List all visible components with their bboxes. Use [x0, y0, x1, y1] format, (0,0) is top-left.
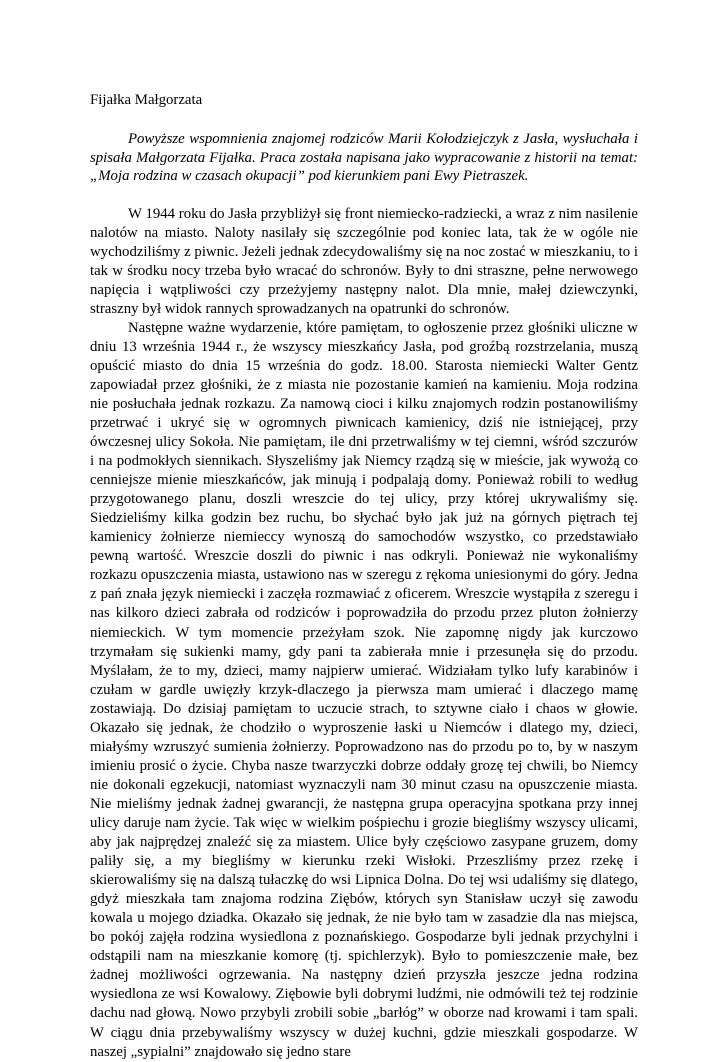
body-paragraph: Następne ważne wydarzenie, które pamiętam, to ogłoszenie przez głośniki uliczne w dniu 13 września 1944 r., że wszyscy mieszkańcy Jasła, pod groźbą rozstrzelania, muszą opuścić miasto do dnia 15 września do godz. 18.00. Starosta niemiecki Walter Gentz zapowiadał przez głośniki, że z miasta nie pozostanie kamień na kamieniu. Moja rodzina nie posłuchała jednak rozkazu. Za namową cioci i kilku znajomych rodzin postanowiliśmy przetrwać i ukryć się w ogromnych piwnicach kamienicy, dziś nie istniejącej, przy ówczesnej ulicy Sokoła. Nie pamiętam, ile dni przetrwaliśmy w tej ciemni, wśród szczurów i na podmokłych siennikach. Słyszeliśmy jak Niemcy rządzą się w mieście, jak wywożą co cenniejsze mienie mieszkańców, jak minują i podpalają domy. Ponieważ robili to według przygotowanego planu, doszli wreszcie do tej ulicy, przy której ukrywaliśmy się. Siedzieliśmy kilka godzin bez ruchu, bo słychać było jak już na górnych piętrach tej kamienicy żołnierze niemieccy wynoszą do samochodów wszystko, co przedstawiało pewną wartość. Wreszcie doszli do piwnic i nas odkryli. Ponieważ nie wykonaliśmy rozkazu opuszczenia miasta, ustawiono nas w szeregu z rękoma uniesionymi do góry. Jedna z pań znała język niemiecki i zaczęła rozmawiać z oficerem. Wreszcie wystąpiła z szeregu i nas kilkoro dzieci zabrała od rodziców i poprowadziła do przodu przez pluton żołnierzy niemieckich. W tym momencie przeżyłam szok. Nie zapomnę nigdy jak kurczowo trzymałam się sukienki mamy, gdy pani ta zabierała mnie i przesunęła się do przodu. Myślałam, że to my, dzieci, mamy najpierw umierać. Widziałam tylko lufy karabinów i czułam w gardle uwięzły krzyk-dlaczego ja pierwsza mam umierać i dlaczego mamę zostawiają. Do dzisiaj pamiętam to uczucie strach, to sztywne ciało i chaos w głowie. Okazało się jednak, że chodziło o wyproszenie łaski u Niemców i dlatego my, dzieci, miałyśmy wzruszyć sumienia żołnierzy. Poprowadzono nas do przodu po to, by w naszym imieniu prosić o życie. Chyba nasze twarzyczki dobrze oddały grozę tej chwili, bo Niemcy nie dokonali egzekucji, natomiast wyznaczyli nam 30 minut czasu na opuszczenie miasta. Nie mieliśmy jednak żadnej gwarancji, że następna grupa operacyjna spotkana przy innej ulicy daruje nam życie. Tak więc w wielkim pośpiechu i grozie biegliśmy wszyscy ulicami, aby jak najprędzej znaleźć się za miastem. Ulice były częściowo zasypane gruzem, domy paliły się, a my biegliśmy w kierunku rzeki Wisłoki. Przeszliśmy przez rzekę i skierowaliśmy się na dalszą tułaczkę do wsi Lipnica Dolna. Do tej wsi udaliśmy się dlatego, gdyż mieszkała tam znajoma rodzina Ziębów, których syn Stanisław uczył się zawodu kowala u mojego dziadka. Okazało się jednak, że nie było tam w zasadzie dla nas miejsca, bo pokój zajęła rodzina wysiedlona z poznańskiego. Gospodarze byli jednak przychylni i odstąpili nam na mieszkanie komorę (tj. spichlerzyk). Było to pomieszczenie małe, bez żadnej możliwości ogrzewania. Na następny dzień przyszła jeszcze jedna rodzina wysiedlona ze wsi Kowalowy. Ziębowie byli dobrymi ludźmi, nie odmówili też tej rodzinie dachu nad głową. Nowo przybyli zrobili sobie „barłóg” w oborze nad krowami i tam spali. W ciągu dnia przebywaliśmy wszyscy w dużej kuchni, gdzie mieszkali gospodarze. W naszej „sypialni” znajdowało się jedno stare: [90, 319, 638, 1060]
intro-paragraph: Powyższe wspomnienia znajomej rodziców Marii Kołodziejczyk z Jasła, wysłuchała i spisała Małgorzata Fijałka. Praca została napisana jako wypracowanie z historii na temat: „Moja rodzina w czasach okupacji” pod kierunkiem pani Ewy Pietraszek.: [90, 131, 638, 184]
body-paragraph: W 1944 roku do Jasła przybliżył się front niemiecko-radziecki, a wraz z nim nasilenie nalotów na miasto. Naloty nasilały się szczególnie pod koniec lata, tak że w ogóle nie wychodziliśmy z piwnic. Jeżeli jednak zdecydowaliśmy się na noc zostać w mieszkaniu, to i tak w środku nocy trzeba było wracać do schronów. Były to dni straszne, pełne nerwowego napięcia i wątpliwości czy przeżyjemy następny nalot. Dla mnie, małej dziewczynki, straszny był widok rannych sprowadzanych na opatrunki do schronów.: [90, 205, 638, 317]
author-name: Fijałka Małgorzata: [90, 92, 203, 108]
